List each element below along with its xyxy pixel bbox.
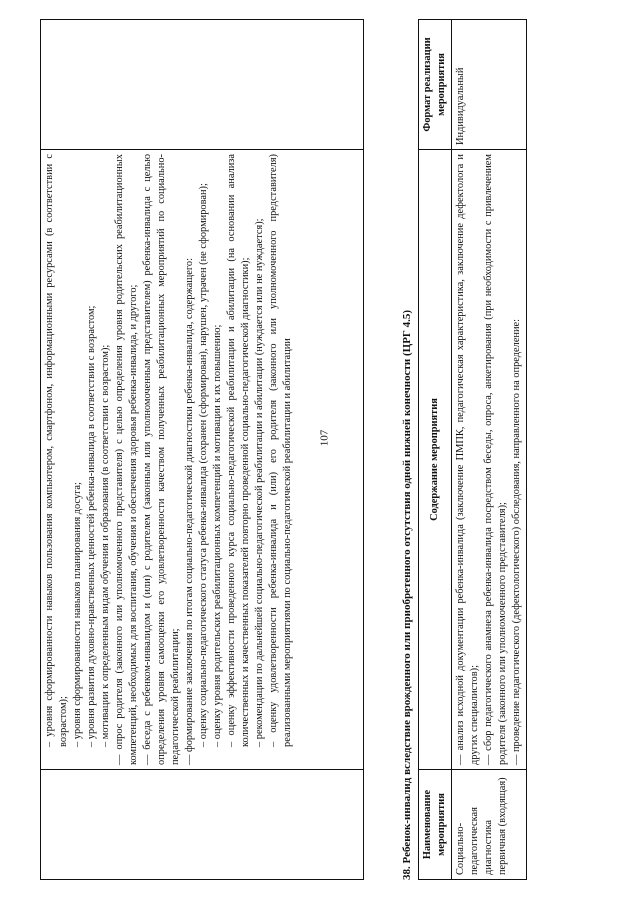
- content-line: – оценку эффективности проведенного курса социально-педагогической реабилитации и абилитации (на основании анализа количественных и качественных показателей повторно проведенной социально-педагогической диагностики);: [226, 154, 251, 747]
- content-line: – оценку уровня родительских реабилитационных компетенций и мотивации к их повышению;: [212, 324, 223, 747]
- content-line: – уровня развития духовно-нравственных ценностей ребенка-инвалида в соответствии с возрастом;: [86, 305, 97, 747]
- table-row: [452, 20, 527, 880]
- page-number: 107: [318, 429, 331, 447]
- header-format: Формат реализации мероприятия: [419, 20, 452, 150]
- content-line: — проведение педагогического (дефектологического) обследования, направленного на определение:: [511, 318, 522, 765]
- activity-content: [452, 150, 527, 770]
- content-line: – рекомендации по дальнейшей социально-педагогической реабилитации и абилитации (нуждается или не нуждается);: [254, 218, 265, 747]
- content-line: – оценку социально-педагогического статуса ребенка-инвалида (сохранен (сформирован), нарушен, утрачен (не сформирован);: [198, 183, 209, 747]
- activity-name: Социально-педагогическая диагностика первичная (входящая): [452, 770, 527, 880]
- table-continuation: [40, 19, 364, 880]
- table-header-row: [419, 20, 452, 880]
- content-line: — формирование заключения по итогам социально-педагогической диагностики ребенка-инвалида, содержащего:: [184, 258, 195, 765]
- content-line: — беседа с ребенком-инвалидом и (или) с родителем (законным или уполномоченным представителем) ребенка-инвалида с целью определения уровня самооценки его удовлетворенности качеством полученных реабилитационных мероприятий по социально-педагогической реабилитации;: [142, 154, 181, 765]
- header-content: Содержание мероприятия: [419, 150, 452, 770]
- content-line: — анализ исходной документации ребенка-инвалида (заключение ПМПК, педагогическая характеристика, заключение дефектолога и других специалистов);: [455, 154, 480, 765]
- content-line: – мотивации к определенным видам обучения и образования (в соответствии с возрастом);: [100, 344, 111, 747]
- table-cell-content: [41, 150, 364, 770]
- header-name: Наименование мероприятия: [419, 770, 452, 880]
- content-line: — сбор педагогического анамнеза ребенка-инвалида посредством беседы, опроса, анкетирования (при необходимости с привлечением родителя (законного или уполномоченного представителя);: [483, 154, 508, 765]
- table-cell-empty: [41, 20, 364, 150]
- activity-format: Индивидуальный: [452, 20, 527, 150]
- table-cell-empty: [41, 770, 364, 880]
- content-line: – оценку удовлетворенности ребенка-инвалида и (или) его родителя (законного или уполномоченного представителя) реализованными мероприятиями по социально-педагогической реабилитации и абилитации: [268, 154, 293, 747]
- table-row: [41, 20, 364, 880]
- table-section-38: [418, 19, 527, 880]
- rotated-sheet: [40, 20, 600, 880]
- content-line: – уровня сформированности навыков пользования компьютером, смартфоном, информационными ресурсами (в соответствии с возрастом);: [44, 154, 69, 747]
- section-heading: 38. Ребенок-инвалид вследствие врожденного или приобретенного отсутствия одной нижней конечности (ЦРГ 4.5): [401, 309, 413, 880]
- content-line: — опрос родителя (законного или уполномоченного представителя) с целью определения уровня родительских реабилитационных компетенций, необходимых для воспитания, обучения и обеспечения здоровья ребенка-инвалида, и другого;: [114, 154, 139, 765]
- content-line: – уровня сформированности навыков планирования досуга;: [72, 482, 83, 747]
